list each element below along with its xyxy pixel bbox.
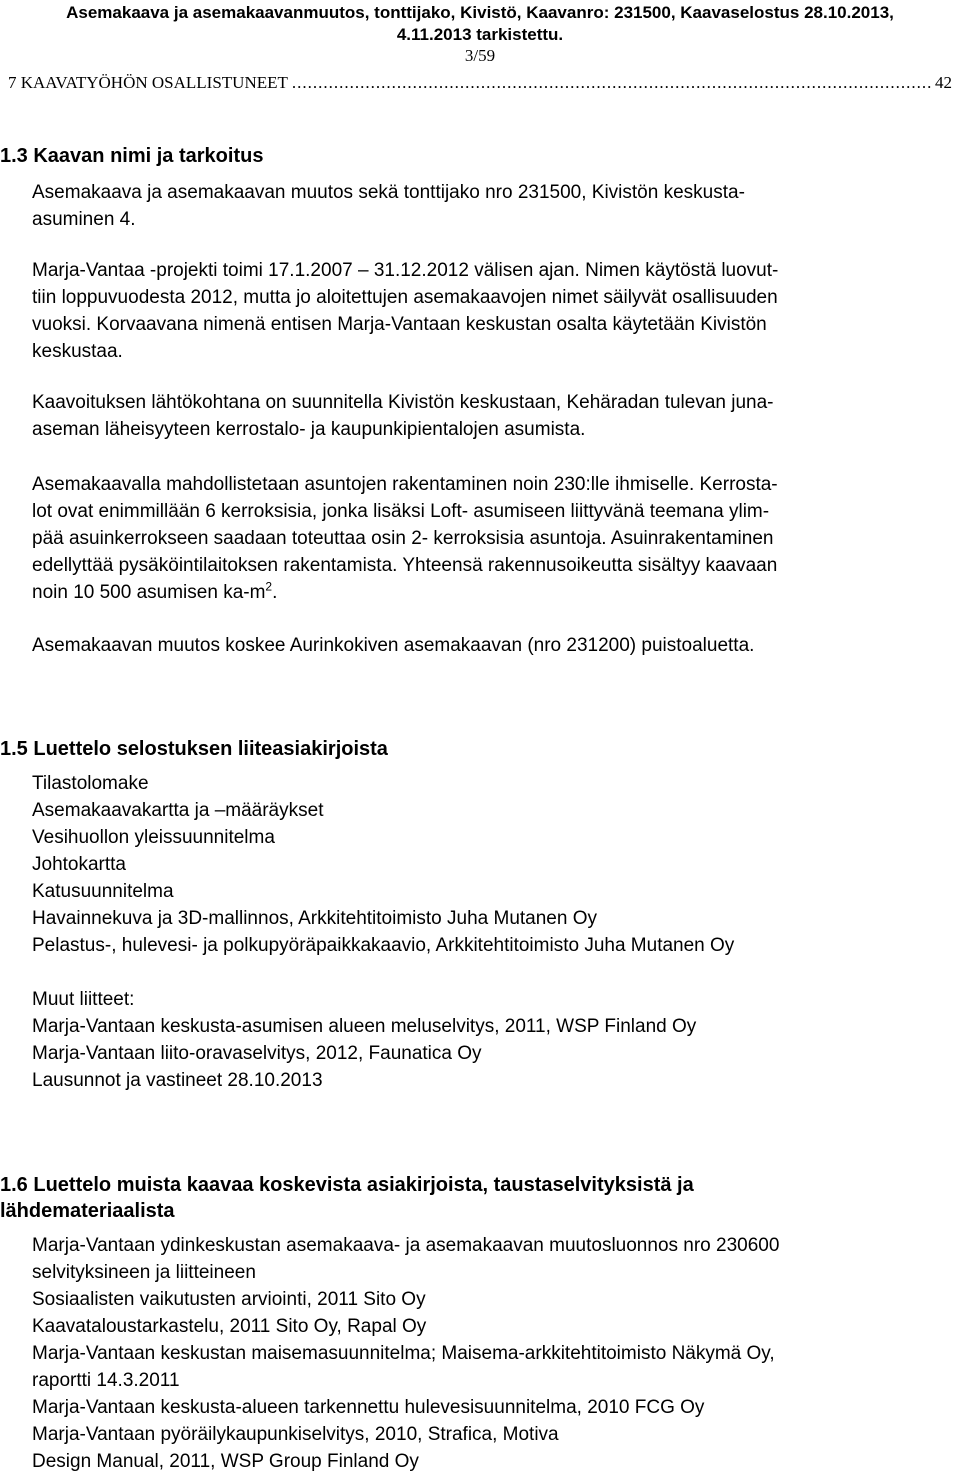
- list-item: Katusuunnitelma: [32, 881, 174, 902]
- text-line: aseman läheisyyteen kerrostalo- ja kaupunkipientalojen asumista.: [32, 419, 586, 440]
- page-number: 3/59: [464, 46, 496, 65]
- text-line: keskustaa.: [32, 341, 123, 362]
- text-span: .: [272, 582, 278, 603]
- list-item: Marja-Vantaan keskusta-asumisen alueen meluselvitys, 2011, WSP Finland Oy: [32, 1016, 697, 1037]
- toc-entry[interactable]: [0, 73, 960, 93]
- list-item: Design Manual, 2011, WSP Group Finland Oy: [32, 1451, 419, 1472]
- source-material-list: [32, 1232, 952, 1475]
- text-line: Marja-Vantaa -projekti toimi 17.1.2007 – 31.12.2012 välisen ajan. Nimen käytöstä luovut-: [32, 260, 779, 281]
- text-line: tiin loppuvuodesta 2012, mutta jo aloitettujen asemakaavojen nimet säilyvät osallisuuden: [32, 287, 778, 308]
- paragraph-housing: [32, 471, 952, 606]
- list-item: Marja-Vantaan liito-oravaselvitys, 2012, Faunatica Oy: [32, 1043, 482, 1064]
- other-appendix-list: [32, 1013, 952, 1094]
- list-item: Asemakaavakartta ja –määräykset: [32, 800, 324, 821]
- section-heading-1-3: 1.3 Kaavan nimi ja tarkoitus: [0, 145, 264, 167]
- text-line: Asemakaavalla mahdollistetaan asuntojen rakentaminen noin 230:lle ihmiselle. Kerrosta-: [32, 474, 778, 495]
- text-line: asuminen 4.: [32, 209, 136, 230]
- text-line: edellyttää pysäköintilaitoksen rakentamista. Yhteensä rakennusoikeutta sisältyy kaavaan: [32, 555, 778, 576]
- toc-entry-label: 7 KAAVATYÖHÖN OSALLISTUNEET: [8, 73, 288, 92]
- text-line: pää asuinkerrokseen saadaan toteuttaa osin 2- kerroksisia asuntoja. Asuinrakentaminen: [32, 528, 774, 549]
- section-heading-1-5: 1.5 Luettelo selostuksen liiteasiakirjoista: [0, 738, 388, 760]
- text-line: lot ovat enimmillään 6 kerroksisia, jonka lisäksi Loft- asumiseen liittyvänä teemana ylim-: [32, 501, 770, 522]
- list-item: selvityksineen ja liitteineen: [32, 1262, 256, 1283]
- list-item: Marja-Vantaan ydinkeskustan asemakaava- ja asemakaavan muutosluonnos nro 230600: [32, 1235, 780, 1256]
- list-item: Marja-Vantaan keskusta-alueen tarkennettu hulevesisuunnitelma, 2010 FCG Oy: [32, 1397, 705, 1418]
- list-item: Johtokartta: [32, 854, 126, 875]
- text-line: [32, 579, 952, 606]
- superscript: 2: [265, 579, 273, 594]
- list-item: Marja-Vantaan keskustan maisemasuunnitelma; Maisema-arkkitehtitoimisto Näkymä Oy,: [32, 1343, 775, 1364]
- paragraph-amendment: Asemakaavan muutos koskee Aurinkokiven asemakaavan (nro 231200) puistoaluetta.: [32, 635, 755, 656]
- document-header-line-2: 4.11.2013 tarkistettu.: [396, 25, 564, 44]
- list-item: Havainnekuva ja 3D-mallinnos, Arkkitehtitoimisto Juha Mutanen Oy: [32, 908, 597, 929]
- text-line: vuoksi. Korvaavana nimenä entisen Marja-Vantaan keskustan osalta käytetään Kivistön: [32, 314, 767, 335]
- document-header-line-1: Asemakaava ja asemakaavanmuutos, tonttijako, Kivistö, Kaavanro: 231500, Kaavaselostus 28.10.2013,: [66, 3, 894, 22]
- text-line: Asemakaava ja asemakaavan muutos sekä tonttijako nro 231500, Kivistön keskusta-: [32, 182, 745, 203]
- heading-line: 1.6 Luettelo muista kaavaa koskevista asiakirjoista, taustaselvityksistä ja: [0, 1174, 694, 1196]
- text-span: noin 10 500 asumisen ka-m: [32, 582, 266, 603]
- paragraph-project-history: [32, 257, 952, 365]
- list-item: Pelastus-, hulevesi- ja polkupyöräpaikkakaavio, Arkkitehtitoimisto Juha Mutanen Oy: [32, 935, 735, 956]
- other-appendices-heading: Muut liitteet:: [32, 989, 135, 1010]
- paragraph-planning-basis: [32, 389, 952, 443]
- section-heading-1-6: [0, 1172, 694, 1224]
- paragraph-plan-name: [32, 179, 952, 233]
- list-item: Vesihuollon yleissuunnitelma: [32, 827, 275, 848]
- text-line: Kaavoituksen lähtökohtana on suunnitella Kivistön keskustaan, Kehäradan tulevan juna-: [32, 392, 774, 413]
- toc-leader-dots: [292, 73, 931, 93]
- list-item: Marja-Vantaan pyöräilykaupunkiselvitys, 2010, Strafica, Motiva: [32, 1424, 559, 1445]
- toc-entry-page: 42: [935, 73, 952, 92]
- list-item: Kaavataloustarkastelu, 2011 Sito Oy, Rapal Oy: [32, 1316, 427, 1337]
- list-item: Tilastolomake: [32, 773, 149, 794]
- list-item: Lausunnot ja vastineet 28.10.2013: [32, 1070, 323, 1091]
- appendix-list: [32, 770, 952, 959]
- list-item: raportti 14.3.2011: [32, 1370, 180, 1391]
- list-item: Sosiaalisten vaikutusten arviointi, 2011 Sito Oy: [32, 1289, 426, 1310]
- heading-line: lähdemateriaalista: [0, 1200, 175, 1222]
